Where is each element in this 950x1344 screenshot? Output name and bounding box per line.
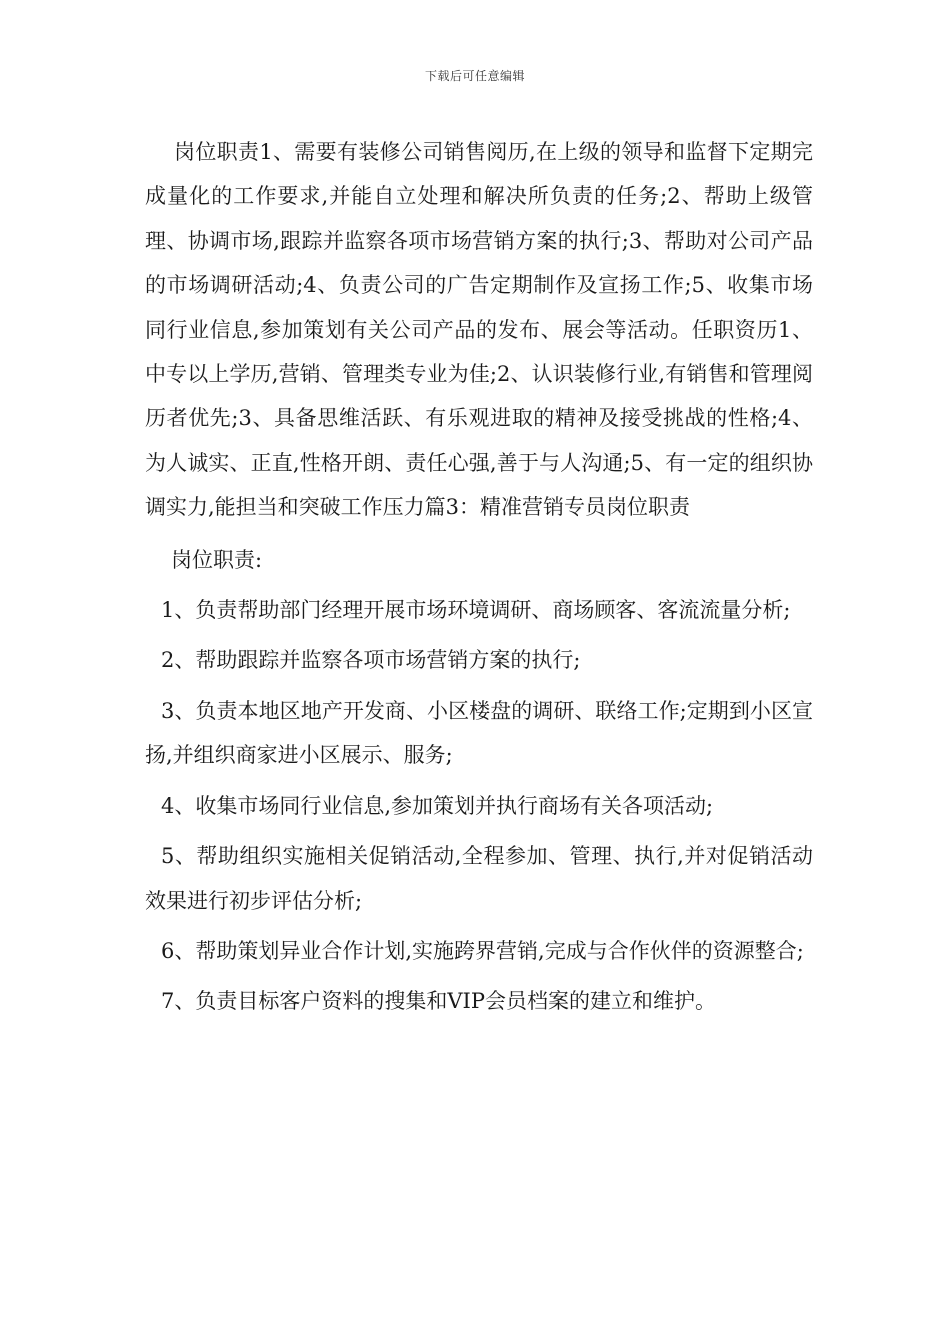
duty-item-7: 7、负责目标客户资料的搜集和VIP会员档案的建立和维护。	[161, 989, 716, 1014]
intro-paragraph: 岗位职责1、需要有装修公司销售阅历,在上级的领导和监督下定期完成量化的工作要求,并能自立处理和解决所负责的任务;2、帮助上级管理、协调市场,跟踪并监察各项市场营销方案的执行;3、帮助对公司产品的市场调研活动;4、负责公司的广告定期制作及宣扬工作;5、收集市场同行业信息,参加策划有关公司产品的发布、展会等活动。任职资历1、中专以上学历,营销、管理类专业为佳;2、认识装修行业,有销售和管理阅历者优先;3、具备思维活跃、有乐观进取的精神及接受挑战的性格;4、为人诚实、正直,性格开朗、责任心强,善于与人沟通;5、有一定的组织协调实力,能担当和突破工作压力篇3：精准营销专员岗位职责	[145, 140, 813, 520]
duty-item-5: 5、帮助组织实施相关促销活动,全程参加、管理、执行,并对促销活动效果进行初步评估分析;	[145, 844, 813, 913]
duty-item-2: 2、帮助跟踪并监察各项市场营销方案的执行;	[161, 648, 581, 673]
duty-item-1: 1、负责帮助部门经理开展市场环境调研、商场顾客、客流流量分析;	[161, 598, 791, 623]
duties-heading: 岗位职责:	[171, 547, 263, 572]
duty-item-3: 3、负责本地区地产开发商、小区楼盘的调研、联络工作;定期到小区宣扬,并组织商家进小区展示、服务;	[145, 698, 813, 768]
page-header: 下载后可任意编辑	[424, 69, 525, 83]
duty-item-6: 6、帮助策划异业合作计划,实施跨界营销,完成与合作伙伴的资源整合;	[161, 938, 804, 963]
document-body	[145, 130, 813, 1024]
duty-item-4: 4、收集市场同行业信息,参加策划并执行商场有关各项活动;	[161, 793, 714, 818]
